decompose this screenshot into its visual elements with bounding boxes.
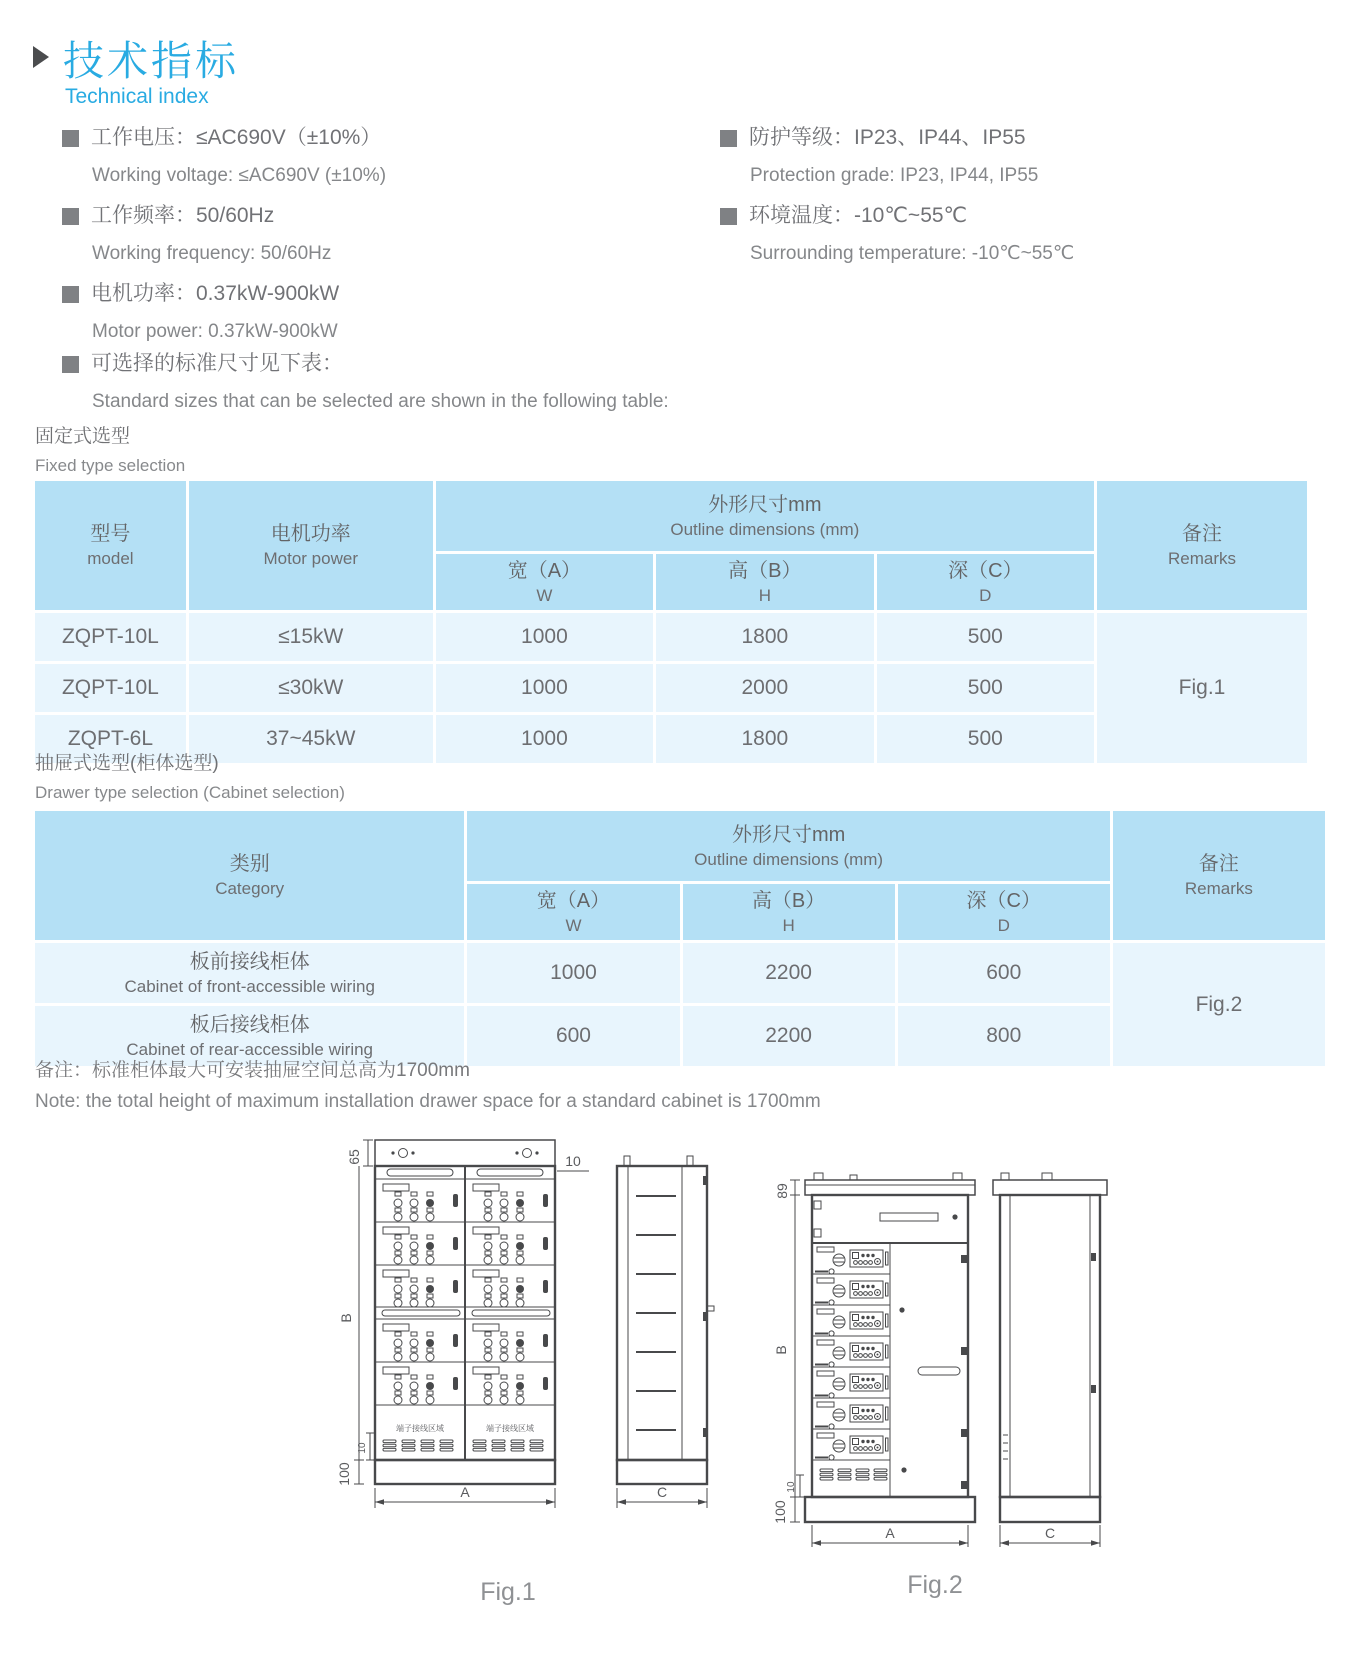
spec-cn-text: 防护等级：IP23、IP44、IP55 [749,126,1026,149]
cell-width: 1000 [436,715,653,763]
cell-height: 1800 [656,613,873,661]
cell-depth: 500 [877,664,1094,712]
sizes-note-cn: 可选择的标准尺寸见下表： [91,352,343,375]
spec-cn-text: 环境温度：-10℃~55℃ [749,204,968,227]
page-title-cn: 技术指标 [63,38,239,84]
drawer-table-title-en: Drawer type selection (Cabinet selection) [35,783,345,802]
cell-category: 板前接线柜体 Cabinet of front-accessible wiring [35,943,464,1003]
footnote-cn: 备注：标准柜体最大可安装抽屉空间总高为1700mm [35,1060,470,1081]
col-header-category: 类别 Category [35,811,464,940]
fixed-table-title-cn: 固定式选型 [35,426,131,447]
fixed-type-table [32,478,1310,766]
cell-width: 1000 [436,664,653,712]
drawer-type-table [32,808,1328,1069]
sizes-note [62,352,669,430]
col-header-height: 高（B） H [683,884,895,940]
fig2-dim-width: A [885,1525,895,1541]
cell-width: 1000 [467,943,679,1003]
cell-width: 1000 [436,613,653,661]
page-title-en: Technical index [65,85,209,108]
fig2-dim-height: B [773,1345,789,1355]
spec-en-text: Working frequency: 50/60Hz [92,243,332,264]
cell-depth: 500 [877,715,1094,763]
square-bullet-icon [62,208,79,225]
fig1-dim-height: B [338,1313,354,1323]
figure-1-drawing [330,1128,720,1628]
terminal-area-label: 端子接线区域 [486,1424,534,1433]
terminal-area-label: 端子接线区域 [396,1424,444,1433]
fig1-dim-base: 100 [336,1462,352,1486]
square-bullet-icon [62,130,79,147]
spec-item [62,126,692,187]
drawer-table-heading [35,748,345,803]
cell-remark: Fig.1 [1097,613,1307,763]
col-header-height: 高（B） H [656,554,873,610]
spec-cn-text: 工作频率：50/60Hz [91,204,275,227]
fig2-caption: Fig.2 [907,1571,963,1599]
square-bullet-icon [62,286,79,303]
spec-list-right [720,126,1320,282]
drawer-table-title-cn: 抽屉式选型(柜体选型) [35,753,219,774]
col-header-remarks: 备注 Remarks [1097,481,1307,610]
fixed-table-heading [35,421,185,476]
figure-2-drawing [690,1085,1120,1630]
cell-depth: 600 [898,943,1110,1003]
cell-height: 2200 [683,1006,895,1066]
cell-depth: 500 [877,613,1094,661]
fig1-dim-inner: 10 [357,1442,368,1454]
spec-en-text: Surrounding temperature: -10℃~55℃ [750,243,1075,264]
fig1-dim-top: 65 [346,1149,362,1165]
fig2-dim-inner: 10 [786,1481,797,1493]
cell-depth: 800 [898,1006,1110,1066]
square-bullet-icon [62,356,79,373]
fig1-dim-right: 10 [565,1153,581,1169]
cell-height: 2200 [683,943,895,1003]
cell-height: 1800 [656,715,873,763]
fig2-dim-top: 89 [774,1183,790,1199]
square-bullet-icon [720,130,737,147]
fig1-dim-width: A [460,1484,470,1500]
fig1-dim-depth: C [656,1484,668,1500]
spec-en-text: Protection grade: IP23, IP44, IP55 [750,165,1039,186]
fixed-table-title-en: Fixed type selection [35,456,186,475]
col-header-depth: 深（C） D [898,884,1110,940]
table-row [35,943,1325,1003]
col-header-model: 型号 model [35,481,186,610]
section-arrow-icon [33,46,49,68]
fig2-dim-base: 100 [772,1500,788,1524]
spec-cn-text: 电机功率：0.37kW-900kW [91,282,340,305]
spec-item [62,204,692,265]
spec-item [62,282,692,343]
col-header-remarks: 备注 Remarks [1113,811,1325,940]
col-header-depth: 深（C） D [877,554,1094,610]
col-header-dimensions: 外形尺寸mm Outline dimensions (mm) [436,481,1094,551]
fig2-dim-depth: C [1044,1525,1056,1541]
square-bullet-icon [720,208,737,225]
cell-power: ≤30kW [189,664,433,712]
cell-category: 板后接线柜体 Cabinet of rear-accessible wiring [35,1006,464,1066]
spec-item [720,204,1320,265]
col-header-width: 宽（A） W [436,554,653,610]
sizes-note-en: Standard sizes that can be selected are shown in the following table: [92,391,669,412]
col-header-width: 宽（A） W [467,884,679,940]
footnote-en: Note: the total height of maximum installation drawer space for a standard cabinet is 1700mm [35,1091,821,1112]
spec-en-text: Motor power: 0.37kW-900kW [92,321,338,342]
spec-en-text: Working voltage: ≤AC690V (±10%) [92,165,387,186]
cell-model: ZQPT-10L [35,613,186,661]
col-header-dimensions: 外形尺寸mm Outline dimensions (mm) [467,811,1109,881]
col-header-power: 电机功率 Motor power [189,481,433,610]
cell-height: 2000 [656,664,873,712]
cell-power: ≤15kW [189,613,433,661]
cell-remark: Fig.2 [1113,943,1325,1066]
cell-width: 600 [467,1006,679,1066]
cell-power: 37~45kW [189,715,433,763]
spec-item [720,126,1320,187]
fig1-caption: Fig.1 [480,1578,536,1606]
cell-model: ZQPT-6L [35,715,186,763]
spec-cn-text: 工作电压：≤AC690V（±10%） [91,126,382,149]
table-row [35,613,1307,661]
spec-list-left [62,126,692,360]
cell-model: ZQPT-10L [35,664,186,712]
